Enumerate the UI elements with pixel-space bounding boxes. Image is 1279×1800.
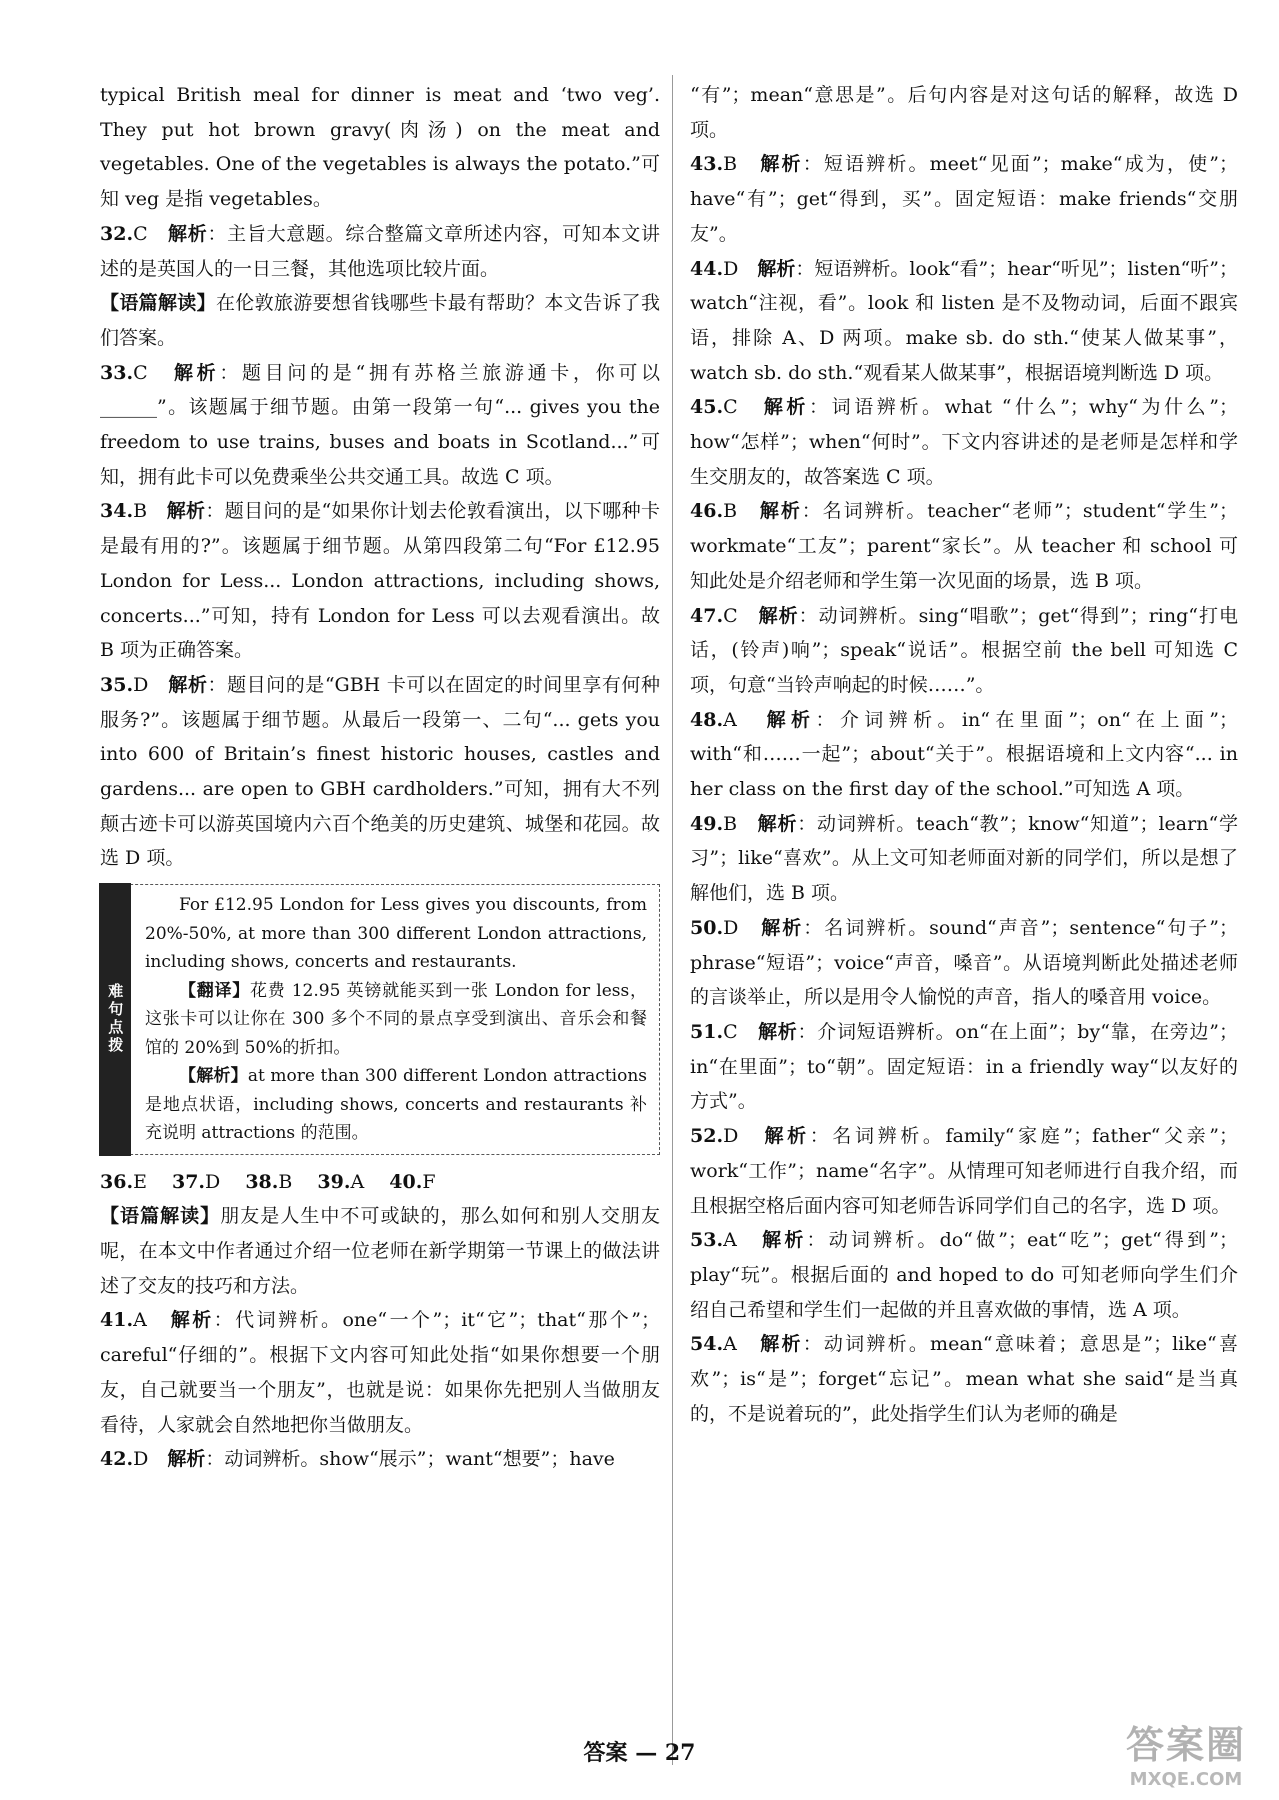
answer-text: ：动词辨析。sing“唱歌”；get“得到”；ring“打电话，(铃声)响”；speak“说话”。根据空前 the bell 可知选 C 项，句意“当铃声响起的时候……”。 bbox=[690, 604, 1238, 696]
column-divider bbox=[672, 75, 673, 1765]
answer-text: ：主旨大意题。综合整篇文章所述内容，可知本文讲述的是英国人的一日三餐，其他选项比较片面。 bbox=[100, 222, 660, 280]
translation-text: 花费 12.95 英镑就能买到一张 London for less，这张卡可以让你在 300 多个不同的景点享受到演出、音乐会和餐馆的 20%到 50%的折扣。 bbox=[145, 980, 648, 1058]
question-number: 39. bbox=[317, 1170, 351, 1193]
footer-dash: — bbox=[635, 1740, 658, 1766]
answer-letter: B bbox=[723, 153, 738, 176]
answer-text: ：名词辨析。family“家庭”；father“父亲”；work“工作”；name“名字”。从情理可知老师进行自我介绍，而且根据空格后面内容可知老师告诉同学们自己的名字，选 D 项。 bbox=[690, 1125, 1238, 1217]
analysis-label: 解析 bbox=[766, 708, 816, 731]
answer-53 bbox=[690, 1223, 1238, 1327]
question-number: 45. bbox=[690, 396, 724, 419]
continued-paragraph: typical British meal for dinner is meat and ‘two veg’. They put hot brown gravy(肉汤) on the meat and vegetables. One of the vegetables is always the potato.”可知 veg 是指 vegetables。 bbox=[100, 84, 660, 211]
reading-text: 朋友是人生中不可或缺的，那么如何和别人交朋友呢，在本文中作者通过介绍一位老师在新学期第一节课上的做法讲述了交友的技巧和方法。 bbox=[100, 1205, 660, 1297]
analysis-text: at more than 300 different London attractions 是地点状语，including shows, concerts and restaurants 补充说明 attractions 的范围。 bbox=[145, 1066, 647, 1144]
question-number: 48. bbox=[690, 708, 724, 731]
watermark-bottom: MXQE.COM bbox=[1129, 1769, 1243, 1790]
answer-letter: D bbox=[723, 257, 739, 280]
continued-paragraph: “有”；mean“意思是”。后句内容是对这句话的解释，故选 D 项。 bbox=[690, 84, 1238, 141]
question-number: 44. bbox=[690, 257, 724, 280]
question-number: 36. bbox=[100, 1170, 134, 1193]
question-number: 37. bbox=[171, 1170, 206, 1193]
note-analysis bbox=[145, 1062, 647, 1148]
question-number: 38. bbox=[245, 1170, 279, 1193]
answer-49 bbox=[690, 807, 1238, 911]
answer-46 bbox=[690, 494, 1238, 598]
answer-44 bbox=[690, 252, 1238, 391]
answer-text: ：介词短语辨析。on“在上面”；by“靠，在旁边”；in“在里面”；to“朝”。固定短语：in a friendly way“以友好的方式”。 bbox=[690, 1020, 1238, 1113]
reading-summary-3 bbox=[100, 1199, 660, 1303]
answer-text: ：名词辨析。sound“声音”；sentence“句子”；phrase“短语”；voice“声音，嗓音”。从语境判断此处描述老师的言谈举止，所以是用令人愉悦的声音，指人的嗓音用 voice。 bbox=[690, 916, 1238, 1009]
answer-50 bbox=[690, 911, 1238, 1015]
analysis-label: 解析 bbox=[173, 361, 220, 384]
analysis-label: 解析 bbox=[757, 257, 796, 280]
page-footer bbox=[0, 1736, 1279, 1767]
answer-letter: D bbox=[205, 1170, 221, 1193]
difficult-sentence-note bbox=[100, 884, 660, 1155]
question-number: 52. bbox=[690, 1125, 724, 1148]
answer-text: ：短语辨析。meet“见面”；make“成为，使”；have“有”；get“得到，买”。固定短语：make friends“交朋友”。 bbox=[690, 153, 1238, 245]
analysis-label: 解析 bbox=[758, 604, 799, 627]
answer-52 bbox=[690, 1119, 1238, 1223]
footer-label: 答案 bbox=[583, 1740, 628, 1766]
answer-text: ：名词辨析。teacher“老师”；student“学生”；workmate“工友”；parent“家长”。从 teacher 和 school 可知此处是介绍老师和学生第一次见面的场景，选 B 项。 bbox=[690, 500, 1238, 592]
question-number: 43. bbox=[690, 153, 724, 176]
answer-letter: E bbox=[133, 1170, 147, 1193]
note-sentence: For £12.95 London for Less gives you discounts, from 20%-50%, at more than 300 different London attractions, including shows, concerts and restaurants. bbox=[145, 895, 647, 973]
question-number: 40. bbox=[389, 1170, 423, 1193]
answer-letter: D bbox=[723, 1125, 739, 1148]
question-number: 47. bbox=[690, 604, 724, 627]
answer-letter: F bbox=[422, 1170, 436, 1193]
watermark-top: 答案圈 bbox=[1125, 1723, 1246, 1767]
answer-48 bbox=[690, 703, 1238, 807]
question-number: 35. bbox=[100, 673, 134, 696]
analysis-label: 解析 bbox=[760, 1333, 803, 1356]
analysis-label: 解析 bbox=[759, 500, 802, 523]
question-number: 34. bbox=[100, 500, 134, 523]
answer-letter: A bbox=[723, 1229, 737, 1252]
answer-letter: B bbox=[278, 1170, 293, 1193]
question-number: 50. bbox=[690, 916, 724, 939]
note-side-label: 难句点拨 bbox=[99, 883, 131, 1156]
analysis-label: 解析 bbox=[168, 222, 208, 245]
answer-text: ：题目问的是“GBH 卡可以在固定的时间里享有何种服务?”。该题属于细节题。从最后一段第一、二句“... gets you into 600 of Britain’s finest historic houses, castles and gardens... are open to GBH cardholders.”可知，拥有大不列颠古迹卡可以游英国境内六百个绝美的历史建筑、城堡和花园。故选 D 项。 bbox=[100, 673, 660, 870]
question-number: 42. bbox=[100, 1448, 134, 1471]
answer-47 bbox=[690, 599, 1238, 703]
answer-text: ：动词辨析。do“做”；eat“吃”；get“得到”；play“玩”。根据后面的 and hoped to do 可知老师向学生们介绍自己希望和学生们一起做的并且喜欢做的事情，选 A 项。 bbox=[690, 1229, 1238, 1321]
question-number: 46. bbox=[690, 500, 724, 523]
answer-text: ：介词辨析。in“在里面”；on“在上面”；with“和……一起”；about“关于”。根据语境和上文内容“... in her class on the first day of the school.”可知选 A 项。 bbox=[690, 708, 1238, 801]
answer-text: ：动词辨析。mean“意味着；意思是”；like“喜欢”；is“是”；forget“忘记”。mean what she said“是当真的，不是说着玩的”，此处指学生们认为老师的确是 bbox=[690, 1333, 1238, 1425]
answer-text: ：动词辨析。show“展示”；want“想要”；have bbox=[205, 1448, 615, 1471]
answer-letter: D bbox=[133, 673, 149, 696]
answer-text: ：题目问的是“如果你计划去伦敦看演出，以下哪种卡是最有用的?”。该题属于细节题。从第四段第二句“For £12.95 London for Less... London attractions, including shows, concerts...”可知，持有 London for Less 可以去观看演出。故 B 项为正确答案。 bbox=[100, 500, 660, 662]
question-number: 41. bbox=[100, 1309, 134, 1332]
analysis-label: 解析 bbox=[758, 1020, 798, 1043]
answer-letter: A bbox=[133, 1309, 147, 1332]
answer-letter: A bbox=[350, 1170, 365, 1193]
answer-text: ：短语辨析。look“看”；hear“听见”；listen“听”；watch“注视，看”。look 和 listen 是不及物动词，后面不跟宾语，排除 A、D 两项。make sb. do sth.“使某人做某事”，watch sb. do sth.“观看某人做某事”，根据语境判断选 D 项。 bbox=[690, 257, 1238, 384]
answer-letter: A bbox=[723, 708, 737, 731]
analysis-label: 解析 bbox=[757, 812, 798, 835]
answer-34 bbox=[100, 494, 660, 668]
page-number: 27 bbox=[664, 1740, 696, 1766]
analysis-label: 解析 bbox=[763, 396, 810, 419]
answer-41 bbox=[100, 1303, 660, 1442]
analysis-label: 解析 bbox=[168, 673, 208, 696]
question-number: 33. bbox=[100, 361, 134, 384]
analysis-label: 解析 bbox=[760, 153, 803, 176]
answer-54 bbox=[690, 1327, 1238, 1431]
right-column bbox=[690, 78, 1238, 1431]
answer-33 bbox=[100, 356, 660, 495]
analysis-label: 解析 bbox=[761, 916, 804, 939]
question-number: 53. bbox=[690, 1229, 724, 1252]
analysis-tag: 【解析】 bbox=[179, 1066, 248, 1087]
analysis-label: 解析 bbox=[166, 500, 206, 523]
question-number: 54. bbox=[690, 1333, 724, 1356]
answer-letter: C bbox=[723, 396, 738, 419]
answer-43 bbox=[690, 147, 1238, 251]
question-number: 32. bbox=[100, 222, 134, 245]
answer-text: ：词语辨析。what “什么”；why“为什么”；how“怎样”；when“何时”。下文内容讲述的是老师是怎样和学生交朋友的，故答案选 C 项。 bbox=[690, 396, 1238, 488]
left-column bbox=[100, 78, 660, 1477]
answer-text: ：题目问的是“拥有苏格兰旅游通卡，你可以______”。该题属于细节题。由第一段第一句“... gives you the freedom to use trains, buses and boats in Scotland...”可知，拥有此卡可以免费乘坐公共交通工具。故选 C 项。 bbox=[100, 361, 660, 488]
analysis-label: 解析 bbox=[764, 1125, 810, 1148]
answer-letter: C bbox=[133, 222, 148, 245]
answer-text: ：代词辨析。one“一个”；it“它”；that“那个”；careful“仔细的”。根据下文内容可知此处指“如果你想要一个朋友，自己就要当一个朋友”，也就是说：如果你先把别人当做朋友看待，人家就会自然地把你当做朋友。 bbox=[100, 1309, 660, 1436]
answer-letter: C bbox=[723, 1020, 738, 1043]
watermark-logo bbox=[1111, 1716, 1261, 1788]
answer-letter: B bbox=[723, 812, 738, 835]
answer-letter: D bbox=[133, 1448, 149, 1471]
answer-letter: C bbox=[133, 361, 148, 384]
reading-summary-2 bbox=[100, 286, 660, 355]
question-number: 49. bbox=[690, 812, 724, 835]
answer-letter: C bbox=[723, 604, 738, 627]
analysis-label: 解析 bbox=[170, 1309, 214, 1332]
answer-letter: D bbox=[723, 916, 739, 939]
answer-42 bbox=[100, 1442, 660, 1477]
translation-tag: 【翻译】 bbox=[179, 980, 251, 1001]
question-number: 51. bbox=[690, 1020, 724, 1043]
answer-letter: A bbox=[723, 1333, 737, 1356]
answer-text: ：动词辨析。teach“教”；know“知道”；learn“学习”；like“喜欢”。从上文可知老师面对新的同学们，所以是想了解他们，选 B 项。 bbox=[690, 812, 1238, 905]
reading-tag: 【语篇解读】 bbox=[100, 1205, 221, 1228]
analysis-label: 解析 bbox=[762, 1229, 807, 1252]
reading-tag: 【语篇解读】 bbox=[100, 292, 216, 315]
answer-letter: B bbox=[133, 500, 148, 523]
note-translation bbox=[145, 977, 647, 1063]
answer-51 bbox=[690, 1015, 1238, 1119]
answer-45 bbox=[690, 390, 1238, 494]
reading-text: 在伦敦旅游要想省钱哪些卡最有帮助？本文告诉了我们答案。 bbox=[100, 292, 660, 349]
analysis-label: 解析 bbox=[167, 1448, 206, 1471]
answer-35 bbox=[100, 668, 660, 876]
answer-32 bbox=[100, 217, 660, 286]
answers-36-40 bbox=[100, 1165, 660, 1200]
answer-letter: B bbox=[723, 500, 738, 523]
